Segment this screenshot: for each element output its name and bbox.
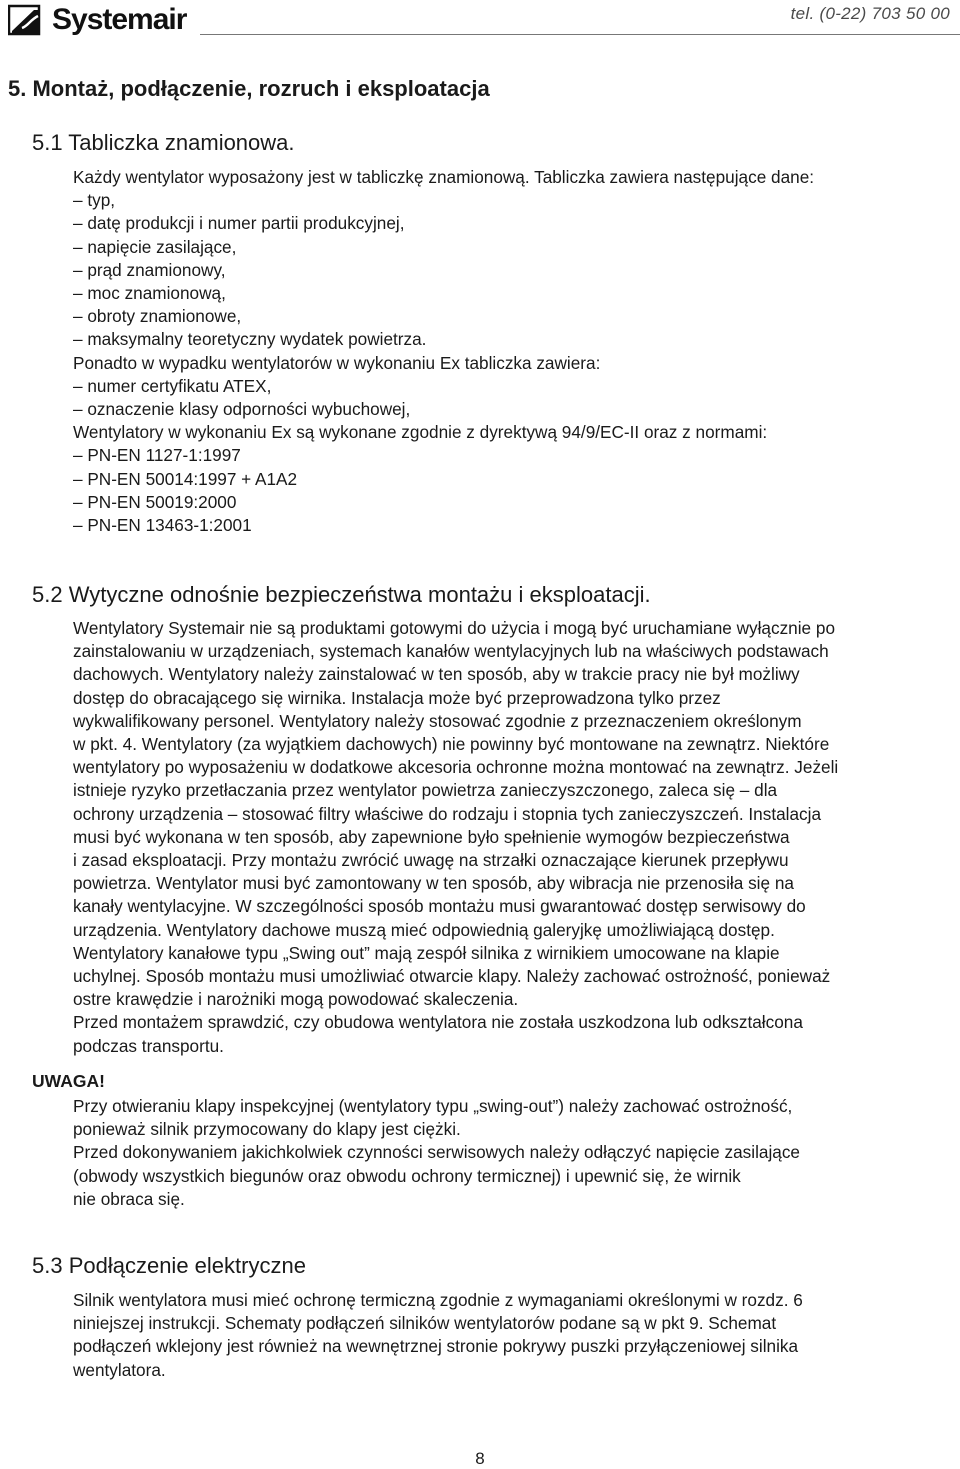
text-line: Przed montażem sprawdzić, czy obudowa wentylatora nie została uszkodzona lub odkształcona	[73, 1012, 803, 1033]
text-line: niniejszej instrukcji. Schematy podłączeń silników wentylatorów podane są w pkt 9. Schemat	[73, 1313, 777, 1334]
list-item: – prąd znamionowy,	[73, 259, 226, 280]
section-5-3-body	[73, 1289, 953, 1382]
page-header	[0, 0, 960, 40]
list-item: – PN-EN 13463-1:2001	[73, 515, 252, 536]
text-line: Wentylatory kanałowe typu „Swing out” mają zespół silnika z wirnikiem umocowane na klapie	[73, 942, 780, 963]
text-line: nie obraca się.	[73, 1188, 185, 1209]
text-line: Przed dokonywaniem jakichkolwiek czynności serwisowych należy odłączyć napięcie zasilające	[73, 1142, 800, 1163]
text-line: Ponadto w wypadku wentylatorów w wykonaniu Ex tabliczka zawiera:	[73, 352, 601, 373]
text-line: kanały wentylacyjne. W szczególności sposób montażu musi gwarantować dostęp serwisowy do	[73, 896, 806, 917]
text-line: zainstalowaniu w urządzeniach, systemach kanałów wentylacyjnych lub na właściwych podstawach	[73, 641, 829, 662]
list-item: – moc znamionową,	[73, 283, 226, 304]
list-item: – typ,	[73, 190, 116, 211]
list-item: – napięcie zasilające,	[73, 236, 237, 257]
text-line: powietrza. Wentylator musi być zamontowany w ten sposób, aby wibracja nie przenosiła się na	[73, 873, 794, 894]
brand-name: Systemair	[52, 3, 187, 36]
text-line: dostęp do obracającego się wirnika. Instalacja może być przeprowadzona tylko przez	[73, 687, 721, 708]
systemair-logo	[8, 2, 186, 38]
text-line: i zasad eksploatacji. Przy montażu zwrócić uwagę na strzałki oznaczające kierunek przepływu	[73, 850, 789, 871]
section-5-title: 5. Montaż, podłączenie, rozruch i eksploatacja	[8, 76, 490, 101]
text-line: Silnik wentylatora musi mieć ochronę termiczną zgodnie z wymaganiami określonymi w rozdz. 6	[73, 1290, 803, 1310]
header-rule	[200, 34, 960, 35]
text-line: Każdy wentylator wyposażony jest w tabliczkę znamionową. Tabliczka zawiera następujące dane:	[73, 167, 815, 187]
section-5-2-title: 5.2 Wytyczne odnośnie bezpieczeństwa montażu i eksploatacji.	[32, 582, 651, 607]
list-item: – numer certyfikatu ATEX,	[73, 375, 272, 396]
list-item: – PN-EN 1127-1:1997	[73, 445, 241, 466]
page-number: 8	[475, 1449, 485, 1468]
section-5-1-body	[73, 166, 953, 537]
text-line: musi być wykonana w ten sposób, aby zapewnione było spełnienie wymogów bezpieczeństwa	[73, 826, 790, 847]
text-line: (obwody wszystkich biegunów oraz obwodu ochrony termicznej) i upewnić się, że wirnik	[73, 1165, 741, 1186]
text-line: wentylatory po wyposażeniu w dodatkowe akcesoria ochronne można montować na zewnątrz. Jeżeli	[73, 757, 839, 778]
text-line: wentylatora.	[73, 1359, 166, 1380]
text-line: Przy otwieraniu klapy inspekcyjnej (wentylatory typu „swing-out”) należy zachować ostrożność,	[73, 1096, 793, 1116]
text-line: wykwalifikowany personel. Wentylatory należy stosować zgodnie z przeznaczeniem określonym	[73, 710, 802, 731]
list-item: – datę produkcji i numer partii produkcyjnej,	[73, 213, 405, 234]
text-line: dachowych. Wentylatory należy zainstalować w ten sposób, aby w trakcie pracy nie był możliwy	[73, 664, 800, 685]
warning-body	[73, 1095, 953, 1211]
text-line: podczas transportu.	[73, 1035, 224, 1056]
warning-label: UWAGA!	[32, 1071, 105, 1091]
list-item: – oznaczenie klasy odporności wybuchowej,	[73, 399, 411, 420]
section-5-1-title: 5.1 Tabliczka znamionowa.	[32, 130, 295, 155]
section-5-3-title: 5.3 Podłączenie elektryczne	[32, 1253, 306, 1278]
text-line: Wentylatory Systemair nie są produktami gotowymi do użycia i mogą być uruchamiane wyłącznie po	[73, 618, 835, 638]
list-item: – obroty znamionowe,	[73, 306, 242, 327]
text-line: podłączeń wklejony jest również na wewnętrznej stronie pokrywy puszki przyłączeniowej silnika	[73, 1336, 799, 1357]
text-line: uchylnej. Sposób montażu musi umożliwiać otwarcie klapy. Należy zachować ostrożność, ponieważ	[73, 966, 831, 987]
list-item: – PN-EN 50019:2000	[73, 491, 237, 512]
text-line: ponieważ silnik przymocowany do klapy jest ciężki.	[73, 1119, 461, 1140]
text-line: w pkt. 4. Wentylatory (za wyjątkiem dachowych) nie powinny być montowane na zewnątrz. Niektóre	[73, 734, 830, 755]
text-line: ostre krawędzie i narożniki mogą powodować skaleczenia.	[73, 989, 519, 1010]
list-item: – PN-EN 50014:1997 + A1A2	[73, 468, 298, 489]
text-line: Wentylatory w wykonaniu Ex są wykonane zgodnie z dyrektywą 94/9/EC-II oraz z normami:	[73, 422, 768, 443]
systemair-logo-mark-icon	[8, 4, 50, 36]
list-item: – maksymalny teoretyczny wydatek powietrza.	[73, 329, 427, 350]
text-line: ochrony urządzenia – stosować filtry właściwe do rodzaju i stopnia tych zanieczyszczeń. Instalacja	[73, 803, 822, 824]
text-line: istnieje ryzyko przetłaczania przez wentylator powietrza zanieczyszczonego, zaleca się – dla	[73, 780, 778, 801]
section-5-2-body	[73, 617, 953, 1058]
text-line: urządzenia. Wentylatory dachowe muszą mieć odpowiednią galeryjkę umożliwiającą dostęp.	[73, 919, 775, 940]
phone-number: tel. (0-22) 703 50 00	[790, 4, 950, 23]
